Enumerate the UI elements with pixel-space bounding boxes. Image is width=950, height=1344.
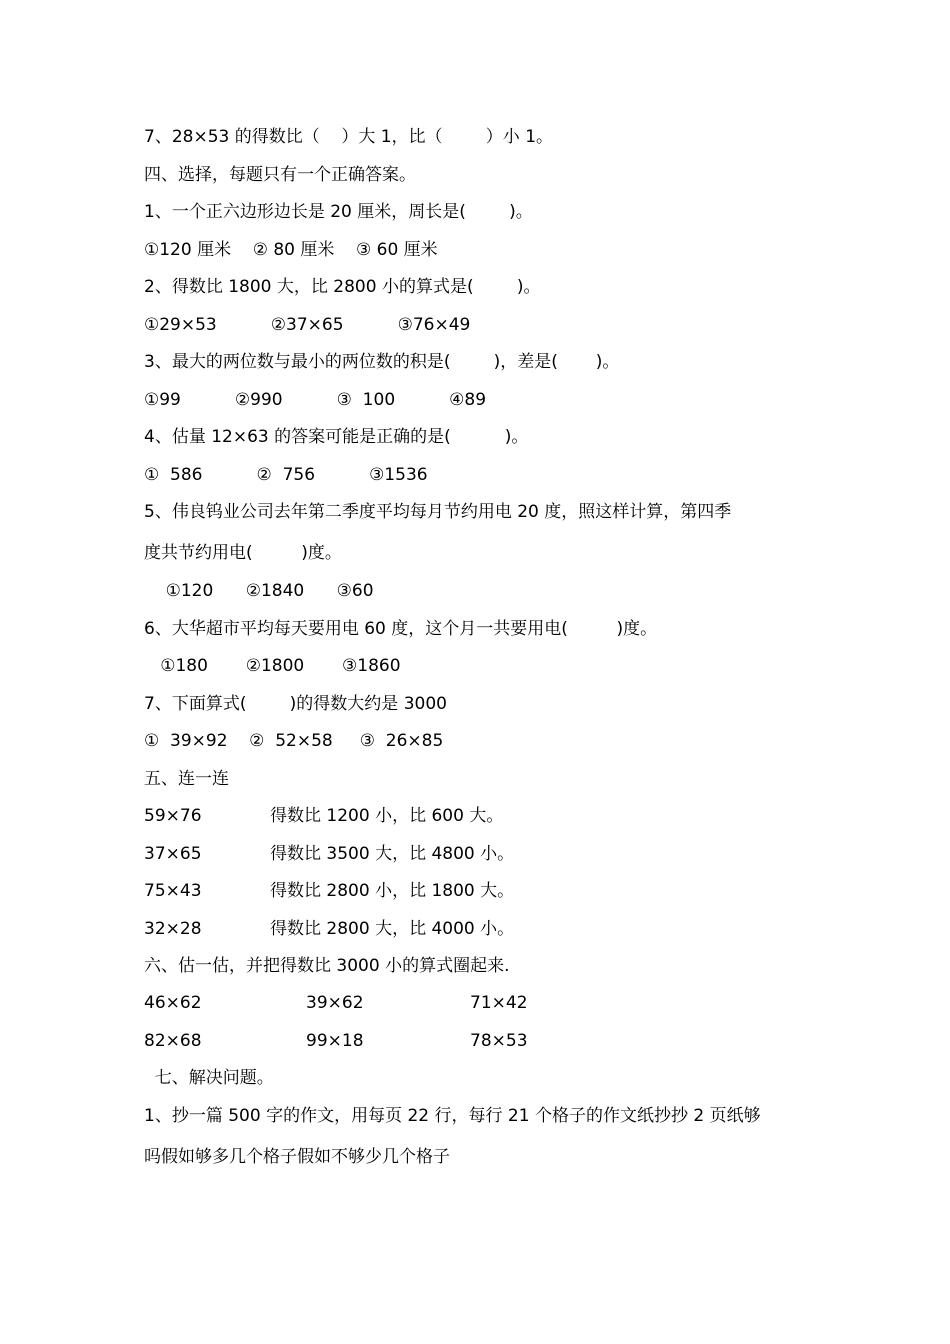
match-desc: 得数比 3500 大，比 4800 小。 xyxy=(270,844,515,864)
choice-q7: 7、下面算式( )的得数大约是 3000 xyxy=(144,694,447,714)
match-desc: 得数比 2800 小，比 1800 大。 xyxy=(270,881,515,901)
section-5-title: 五、连一连 xyxy=(144,769,229,789)
choice-q4-options: ① 586 ② 756 ③1536 xyxy=(144,465,428,485)
match-expr: 75×43 xyxy=(144,881,202,901)
choice-q4: 4、估量 12×63 的答案可能是正确的是( )。 xyxy=(144,427,529,447)
section-7-title: 七、解决问题。 xyxy=(144,1068,274,1088)
choice-q6: 6、大华超市平均每天要用电 60 度，这个月一共要用电( )度。 xyxy=(144,619,658,639)
match-desc: 得数比 1200 小，比 600 大。 xyxy=(270,806,504,826)
problem-1-line2: 吗假如够多几个格子假如不够少几个格子 xyxy=(144,1147,450,1167)
estimate-expr: 78×53 xyxy=(470,1031,528,1051)
choice-q2: 2、得数比 1800 大，比 2800 小的算式是( )。 xyxy=(144,277,541,297)
section-4-title: 四、选择，每题只有一个正确答案。 xyxy=(144,165,416,185)
choice-q1: 1、一个正六边形边长是 20 厘米，周长是( )。 xyxy=(144,202,533,222)
choice-q1-options: ①120 厘米 ② 80 厘米 ③ 60 厘米 xyxy=(144,240,438,260)
match-expr: 32×28 xyxy=(144,919,202,939)
choice-q2-options: ①29×53 ②37×65 ③76×49 xyxy=(144,315,471,335)
problem-1-line1: 1、抄一篇 500 字的作文，用每页 22 行，每行 21 个格子的作文纸抄抄 2 页纸够 xyxy=(144,1106,761,1126)
estimate-expr: 71×42 xyxy=(470,993,528,1013)
estimate-expr: 39×62 xyxy=(306,993,364,1013)
choice-q5-line2: 度共节约用电( )度。 xyxy=(144,543,342,563)
estimate-expr: 99×18 xyxy=(306,1031,364,1051)
choice-q5-line1: 5、伟良钨业公司去年第二季度平均每月节约用电 20 度，照这样计算，第四季 xyxy=(144,502,732,522)
question-7-fill: 7、28×53 的得数比（ ）大 1，比（ ）小 1。 xyxy=(144,127,554,147)
choice-q3-options: ①99 ②990 ③ 100 ④89 xyxy=(144,390,487,410)
choice-q7-options: ① 39×92 ② 52×58 ③ 26×85 xyxy=(144,731,444,751)
choice-q5-options: ①120 ②1840 ③60 xyxy=(144,581,374,601)
match-desc: 得数比 2800 大，比 4000 小。 xyxy=(270,919,515,939)
estimate-expr: 46×62 xyxy=(144,993,202,1013)
choice-q6-options: ①180 ②1800 ③1860 xyxy=(144,656,401,676)
section-6-title: 六、估一估，并把得数比 3000 小的算式圈起来. xyxy=(144,956,510,976)
estimate-expr: 82×68 xyxy=(144,1031,202,1051)
choice-q3: 3、最大的两位数与最小的两位数的积是( )，差是( )。 xyxy=(144,352,620,372)
match-expr: 59×76 xyxy=(144,806,202,826)
match-expr: 37×65 xyxy=(144,844,202,864)
